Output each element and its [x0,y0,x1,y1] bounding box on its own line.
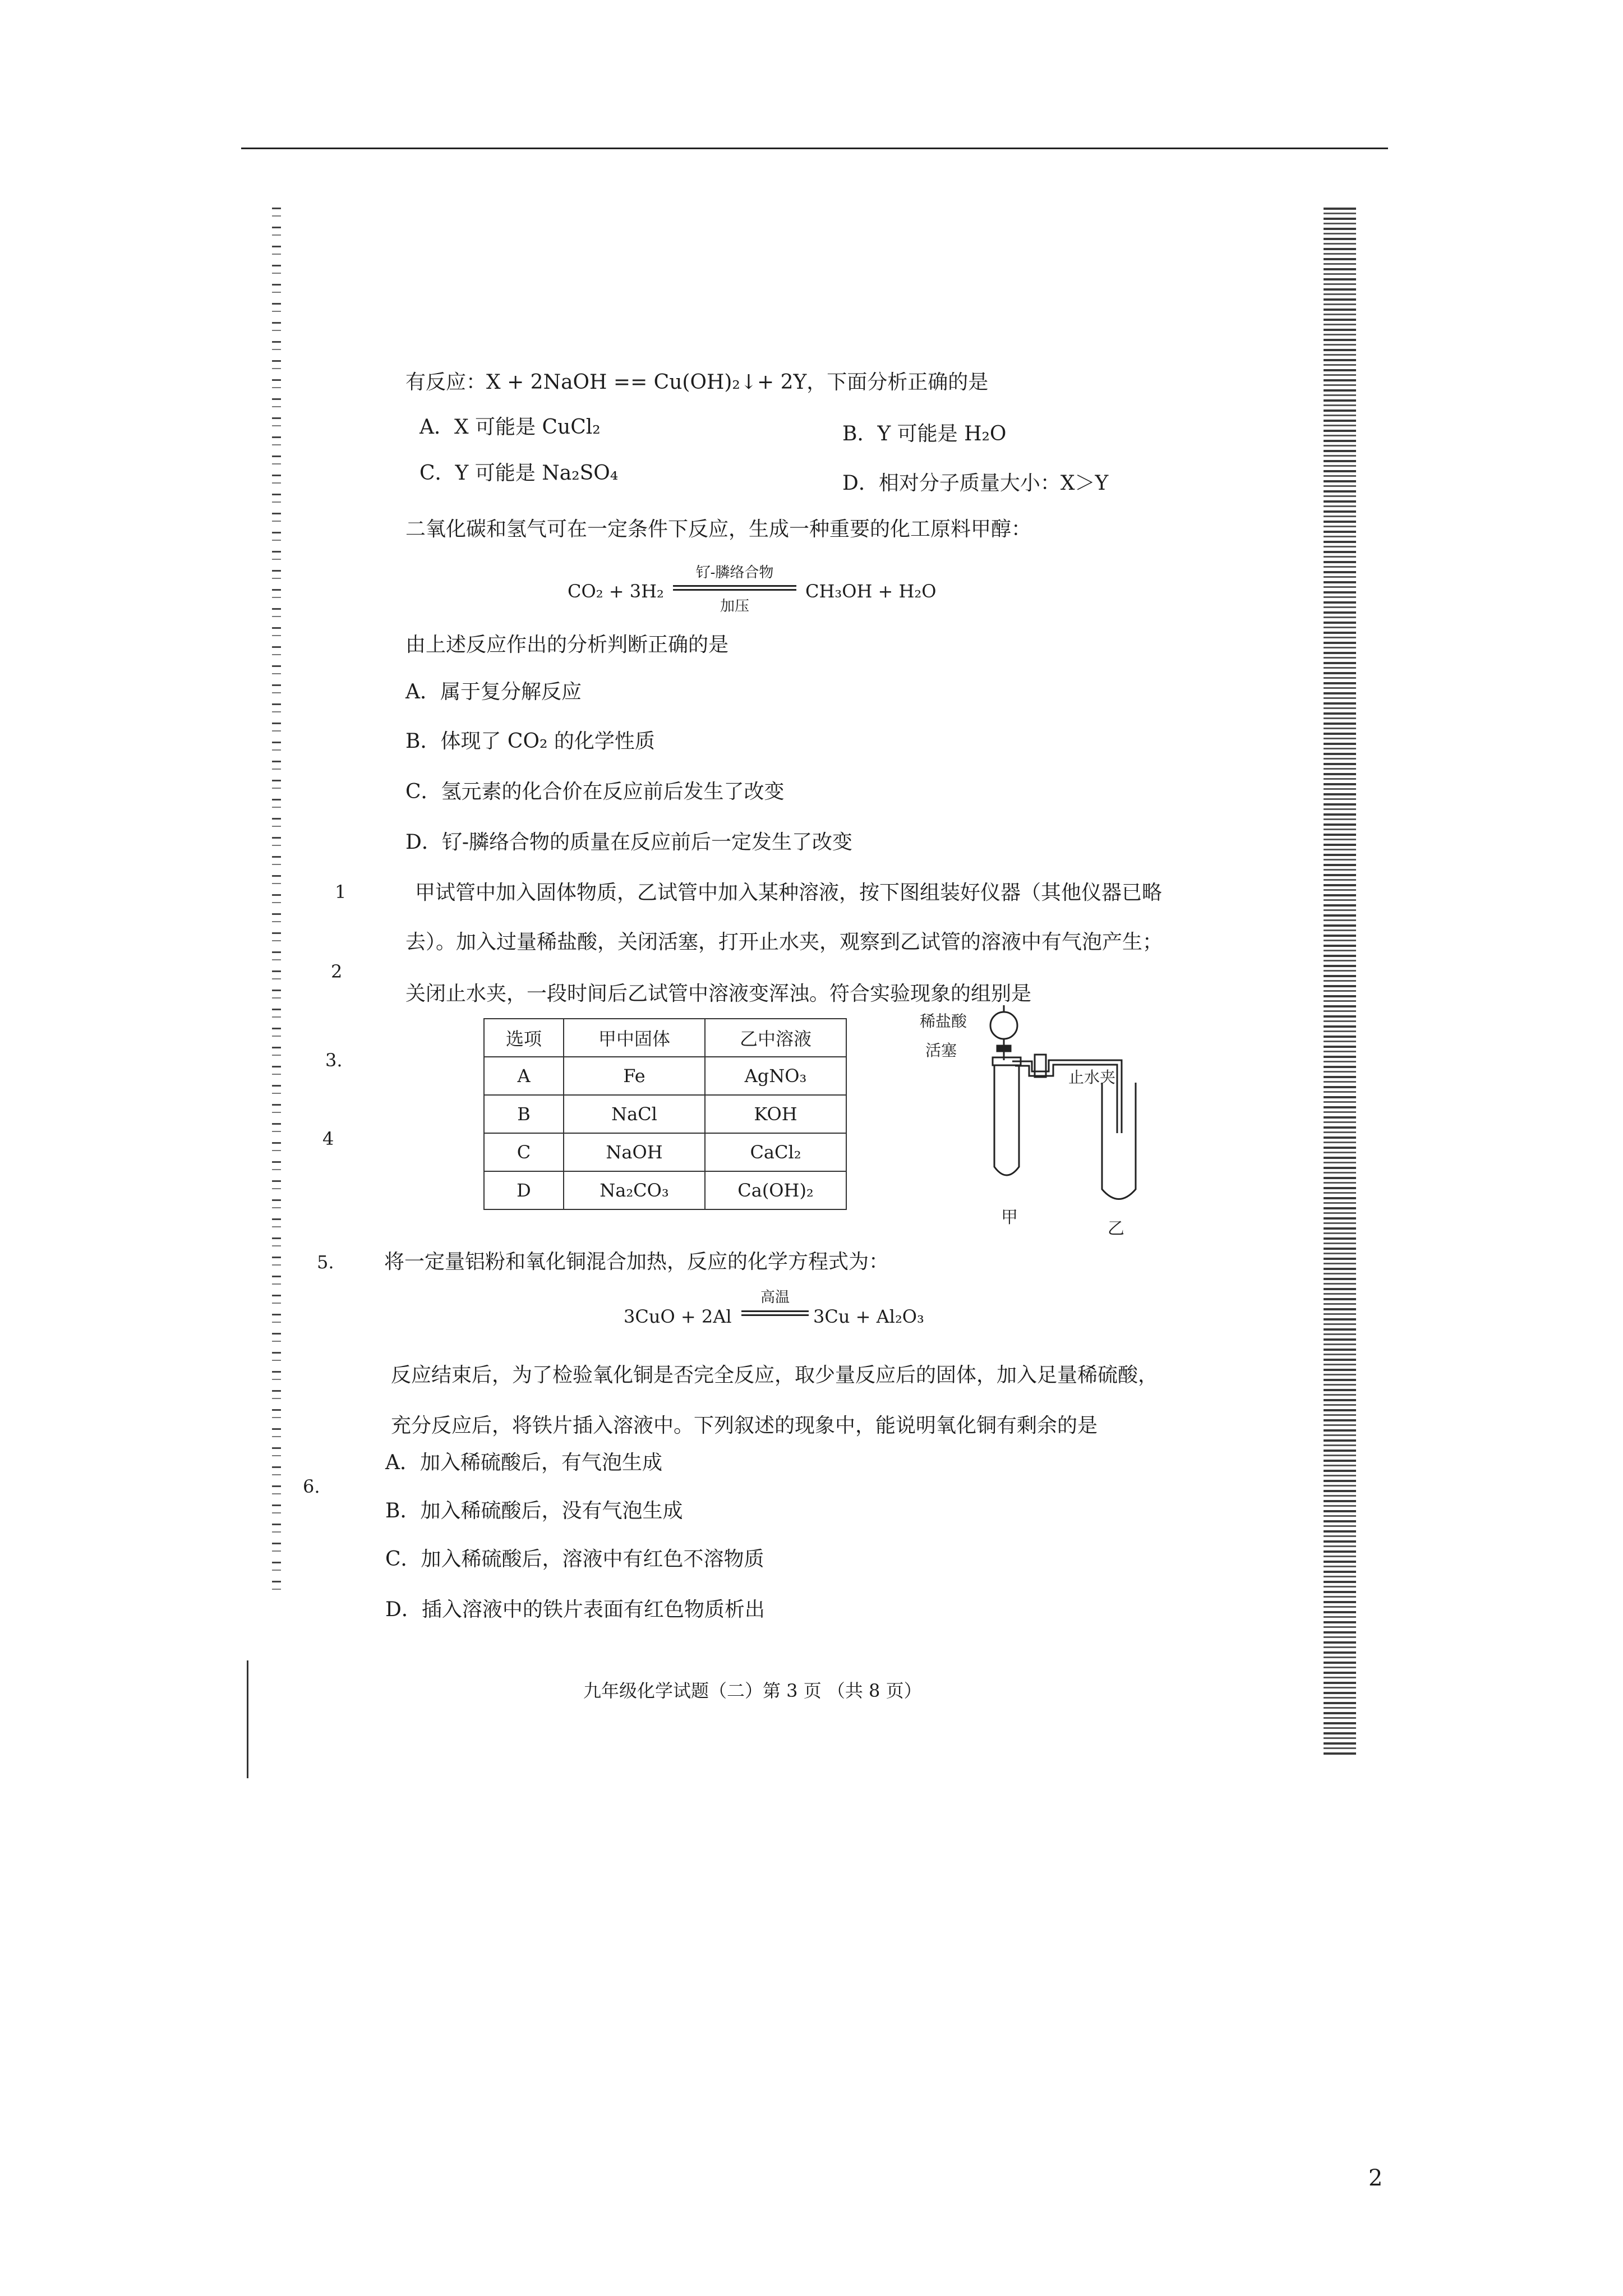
label-clip-text: 止水夹 [1068,1068,1116,1087]
margin-number-1: 1 [335,881,347,903]
margin-number-5: 5. [317,1251,334,1273]
q4-stem: 将一定量铝粉和氧化铜混合加热，反应的化学方程式为： [384,1250,889,1273]
page-footer: 九年级化学试题（二）第 3 页 （共 8 页） [583,1680,922,1701]
left-binding-dots [272,208,281,1599]
table-row [484,1171,846,1209]
table-header-row [484,1019,846,1057]
q1-stem: 有反应：X + 2NaOH == Cu(OH)₂↓+ 2Y，下面分析正确的是 [405,371,989,394]
q2-eq-arrow-line2 [673,589,796,591]
q2-eq-left: CO₂ + 3H₂ [568,581,664,602]
table-row [484,1057,846,1095]
label-jia: 甲 [1001,1208,1018,1227]
q2-stem: 二氧化碳和氢气可在一定条件下反应，生成一种重要的化工原料甲醇： [405,518,1032,541]
label-valve: 活塞 [925,1041,957,1060]
table-cell: C [484,1133,564,1171]
apparatus-diagram [920,999,1200,1245]
q2-option-d: D．钌-膦络合物的质量在反应前后一定发生了改变 [405,831,853,854]
q2-eq-condition-bottom: 加压 [720,598,749,615]
q3-options-table [483,1018,847,1210]
q2-option-a: A．属于复分解反应 [405,680,582,703]
q4-line1: 反应结束后，为了检验氧化铜是否完全反应，取少量反应后的固体，加入足量稀硫酸， [391,1364,1159,1387]
q1-option-c: C．Y 可能是 Na₂SO₄ [419,462,619,485]
table-cell: Fe [564,1057,705,1095]
separatory-funnel [990,1005,1017,1060]
q4-line2: 充分反应后，将铁片插入溶液中。下列叙述的现象中，能说明氧化铜有剩余的是 [391,1414,1098,1437]
q3-line3: 关闭止水夹，一段时间后乙试管中溶液变浑浊。符合实验现象的组别是 [405,982,1032,1005]
page-number: 2 [1368,2165,1383,2191]
q1-option-d: D．相对分子质量大小：X＞Y [842,472,1109,495]
table-cell: NaCl [564,1095,705,1133]
margin-number-4: 4 [322,1128,334,1149]
q2-eq-condition-top: 钌-膦络合物 [695,564,774,581]
q1-option-b: B．Y 可能是 H₂O [842,422,1007,445]
table-cell: D [484,1171,564,1209]
q2-eq-right: CH₃OH + H₂O [805,581,937,602]
q4-option-a: A．加入稀硫酸后，有气泡生成 [385,1451,662,1474]
label-acid: 稀盐酸 [920,1012,967,1030]
q1-option-a: A．X 可能是 CuCl₂ [419,416,601,439]
q4-eq-left: 3CuO + 2Al [624,1306,732,1327]
label-yi: 乙 [1108,1219,1124,1239]
table-row [484,1095,846,1133]
q2-prompt: 由上述反应作出的分析判断正确的是 [405,633,729,656]
margin-number-6: 6. [303,1476,320,1497]
table-cell: B [484,1095,564,1133]
q4-eq-arrow-line2 [741,1314,809,1316]
test-tube-yi [1102,1083,1136,1199]
left-scan-edge [247,1660,248,1778]
table-row [484,1133,846,1171]
table-header-cell: 乙中溶液 [705,1019,846,1057]
top-rule [241,148,1388,149]
q2-eq-arrow-line1 [673,585,796,587]
table-cell: AgNO₃ [705,1057,846,1095]
table-cell: NaOH [564,1133,705,1171]
q4-eq-arrow-line1 [741,1310,809,1312]
label-clip [1068,1068,1115,1087]
table-cell: A [484,1057,564,1095]
table-cell: KOH [705,1095,846,1133]
table-header-cell: 甲中固体 [564,1019,705,1057]
q3-line1: 甲试管中加入固体物质，乙试管中加入某种溶液，按下图组装好仪器（其他仪器已略 [415,881,1163,904]
q4-option-c: C．加入稀硫酸后，溶液中有红色不溶物质 [385,1548,764,1571]
table-header-cell: 选项 [484,1019,564,1057]
q2-option-c: C．氢元素的化合价在反应前后发生了改变 [405,780,785,803]
margin-number-3: 3. [325,1050,343,1071]
q4-eq-condition-top: 高温 [760,1289,790,1306]
q4-eq-right: 3Cu + Al₂O₃ [813,1306,924,1327]
margin-number-2: 2 [331,961,343,982]
table-cell: CaCl₂ [705,1133,846,1171]
q4-option-b: B．加入稀硫酸后，没有气泡生成 [385,1499,683,1522]
delivery-tube [1012,1055,1122,1133]
table-cell: Na₂CO₃ [564,1171,705,1209]
test-tube-jia [993,1057,1021,1175]
q2-option-b: B．体现了 CO₂ 的化学性质 [405,730,655,753]
right-scan-edge [1324,208,1356,1756]
q4-option-d: D．插入溶液中的铁片表面有红色物质析出 [385,1598,765,1621]
table-cell: Ca(OH)₂ [705,1171,846,1209]
q3-line2: 去）。加入过量稀盐酸，关闭活塞，打开止水夹，观察到乙试管的溶液中有气泡产生； [405,931,1163,954]
